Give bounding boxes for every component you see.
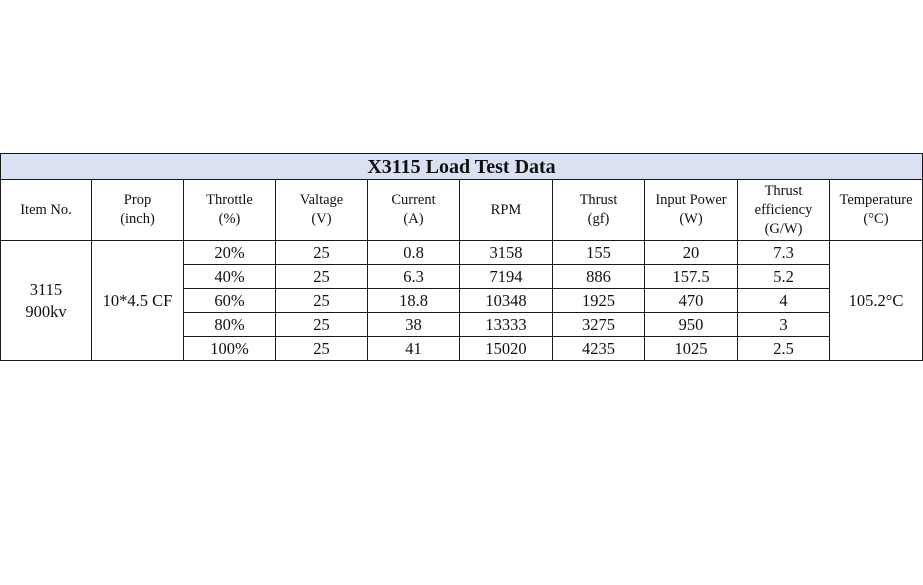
rpm-cell: 10348 <box>460 289 553 313</box>
header-input-power: Input Power (W) <box>645 180 738 241</box>
voltage-cell: 25 <box>276 289 368 313</box>
current-cell: 41 <box>368 337 460 361</box>
thrust-cell: 3275 <box>553 313 645 337</box>
efficiency-cell: 5.2 <box>738 265 830 289</box>
temperature-cell: 105.2°C <box>830 241 923 361</box>
power-cell: 1025 <box>645 337 738 361</box>
rpm-cell: 7194 <box>460 265 553 289</box>
rpm-cell: 13333 <box>460 313 553 337</box>
header-voltage: Valtage (V) <box>276 180 368 241</box>
throttle-cell: 60% <box>184 289 276 313</box>
thrust-cell: 155 <box>553 241 645 265</box>
header-rpm: RPM <box>460 180 553 241</box>
throttle-cell: 20% <box>184 241 276 265</box>
voltage-cell: 25 <box>276 265 368 289</box>
rpm-cell: 15020 <box>460 337 553 361</box>
power-cell: 157.5 <box>645 265 738 289</box>
efficiency-cell: 7.3 <box>738 241 830 265</box>
efficiency-cell: 2.5 <box>738 337 830 361</box>
header-current: Current (A) <box>368 180 460 241</box>
table-row <box>1 241 923 265</box>
rpm-cell: 3158 <box>460 241 553 265</box>
load-test-table <box>0 153 923 361</box>
load-test-table-container <box>0 153 922 361</box>
current-cell: 6.3 <box>368 265 460 289</box>
header-thrust: Thrust (gf) <box>553 180 645 241</box>
header-thrust-efficiency: Thrust efficiency (G/W) <box>738 180 830 241</box>
thrust-cell: 1925 <box>553 289 645 313</box>
current-cell: 18.8 <box>368 289 460 313</box>
header-throttle: Throttle (%) <box>184 180 276 241</box>
throttle-cell: 100% <box>184 337 276 361</box>
efficiency-cell: 4 <box>738 289 830 313</box>
throttle-cell: 40% <box>184 265 276 289</box>
voltage-cell: 25 <box>276 337 368 361</box>
throttle-cell: 80% <box>184 313 276 337</box>
power-cell: 950 <box>645 313 738 337</box>
header-temperature: Temperature (°C) <box>830 180 923 241</box>
power-cell: 20 <box>645 241 738 265</box>
thrust-cell: 4235 <box>553 337 645 361</box>
power-cell: 470 <box>645 289 738 313</box>
current-cell: 38 <box>368 313 460 337</box>
header-prop: Prop (inch) <box>92 180 184 241</box>
item-no-cell: 3115 900kv <box>1 241 92 361</box>
header-item-no: Item No. <box>1 180 92 241</box>
table-title: X3115 Load Test Data <box>1 154 923 180</box>
voltage-cell: 25 <box>276 241 368 265</box>
header-row <box>1 180 923 241</box>
thrust-cell: 886 <box>553 265 645 289</box>
efficiency-cell: 3 <box>738 313 830 337</box>
prop-cell: 10*4.5 CF <box>92 241 184 361</box>
current-cell: 0.8 <box>368 241 460 265</box>
voltage-cell: 25 <box>276 313 368 337</box>
